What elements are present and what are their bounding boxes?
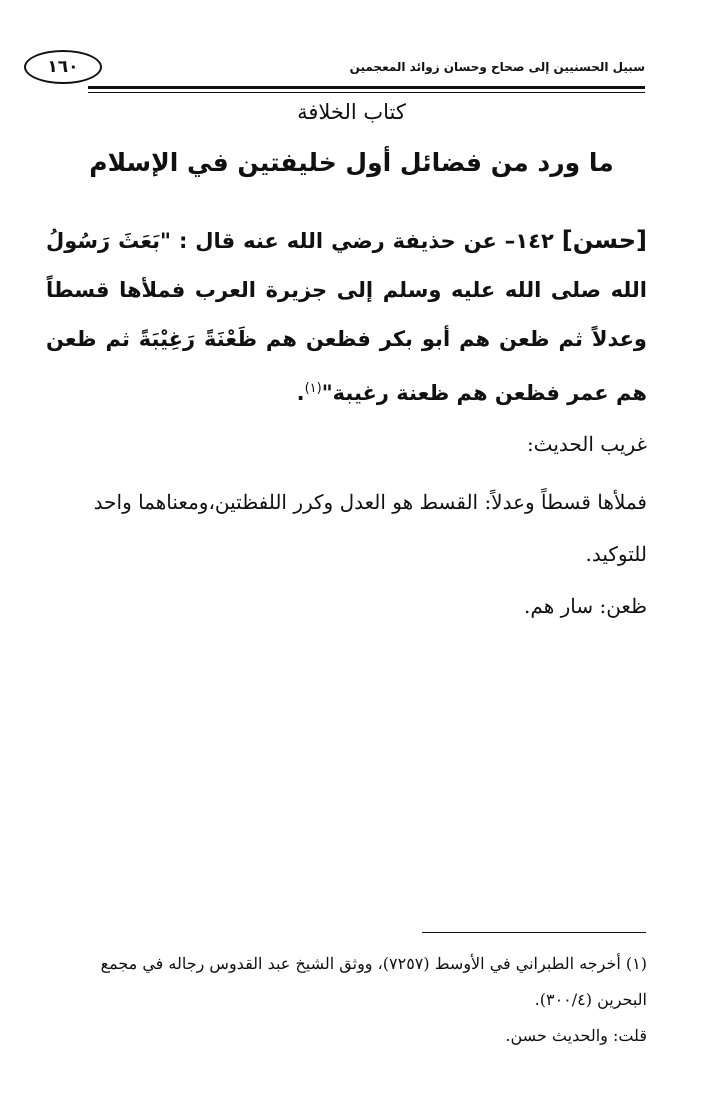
hadith-number: ١٤٢ (515, 229, 554, 253)
page-number: ١٦٠ (24, 50, 102, 84)
gharib-heading: غريب الحديث: (526, 432, 647, 456)
hadith-matn: "بَعَثَ رَسُولُ الله صلى الله عليه وسلم إلى جزيرة العرب فملأها قسطاً وعدلاً ثم ظعن هم أبو بكر فظعن هم ظَعْنَةً رَغِيْبَةً ثم ظعن هم عمر فظعن هم ظعنة رغيبة" (46, 229, 647, 405)
gharib-body (46, 476, 647, 632)
running-title: سبيل الحسنيين إلى صحاح وحسان زوائد المعجمين (349, 60, 645, 74)
gharib-line: ظعن: سار هم. (524, 594, 647, 618)
book-title: كتاب الخلافة (297, 100, 406, 124)
chapter-title: ما ورد من فضائل أول خليفتين في الإسلام (89, 148, 614, 177)
footnote-1: (١) أخرجه الطبراني في الأوسط (٧٢٥٧)، ووثق الشيخ عبد القدوس رجاله في مجمع البحرين (٣٠٠/٤). (100, 954, 647, 1009)
header-rule-thin (88, 92, 645, 93)
footnote-remark: قلت: والحديث حسن. (505, 1026, 647, 1045)
footnote-reference[interactable]: (١) (304, 381, 322, 396)
hadith-grade: [حسن] (561, 226, 647, 254)
footnote-rule (422, 932, 646, 933)
footnotes (46, 946, 647, 1054)
header-rule-thick (88, 86, 645, 89)
hadith-text (46, 216, 647, 418)
hadith-isnad: – عن حذيفة رضي الله عنه قال : (171, 229, 516, 253)
gharib-line: فملأها قسطاً وعدلاً: القسط هو العدل وكرر اللفظتين،ومعناهما واحد للتوكيد. (93, 490, 647, 566)
hadith-end: . (296, 381, 305, 405)
